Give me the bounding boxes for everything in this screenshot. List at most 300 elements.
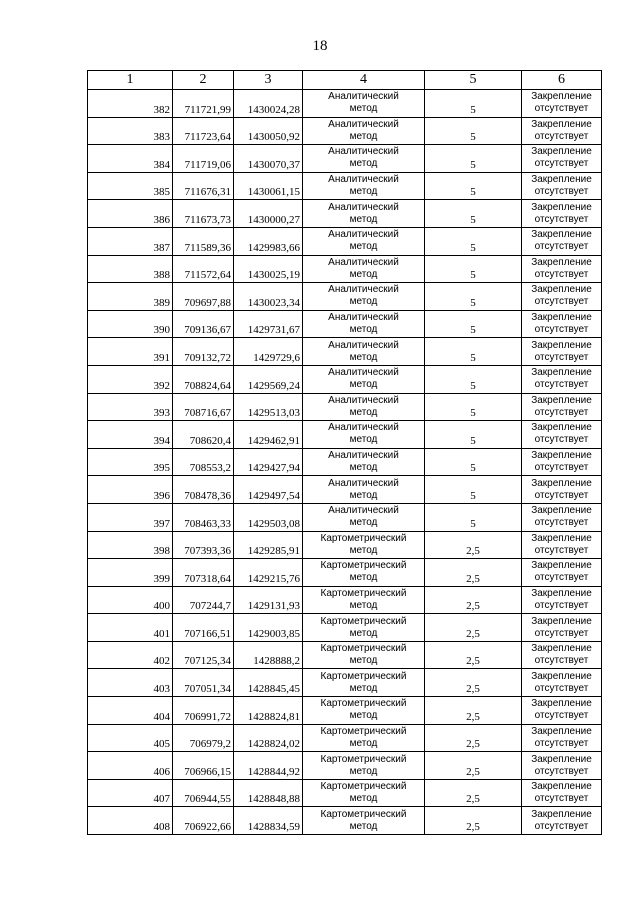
method-line-1: Аналитический — [328, 229, 399, 241]
fixation-cell — [522, 559, 602, 587]
x-coordinate-cell: 708553,2 — [173, 448, 234, 476]
x-coordinate-cell: 711719,06 — [173, 145, 234, 173]
method-cell — [303, 503, 425, 531]
method-line-1: Аналитический — [328, 312, 399, 324]
y-coordinate-cell: 1428824,81 — [234, 697, 303, 725]
accuracy-cell: 5 — [425, 227, 522, 255]
header-col-4: 4 — [303, 71, 425, 90]
method-cell — [303, 586, 425, 614]
point-number-cell: 391 — [88, 338, 173, 366]
x-coordinate-cell: 708478,36 — [173, 476, 234, 504]
method-line-1: Аналитический — [328, 174, 399, 186]
y-coordinate-cell: 1428834,59 — [234, 807, 303, 835]
method-cell — [303, 641, 425, 669]
method-line-2: метод — [349, 379, 378, 391]
method-line-2: метод — [349, 130, 378, 142]
y-coordinate-cell: 1429285,91 — [234, 531, 303, 559]
table-row — [88, 393, 602, 421]
y-coordinate-cell: 1430050,92 — [234, 117, 303, 145]
fixation-line-1: Закрепление — [531, 91, 592, 103]
method-line-2: метод — [349, 213, 378, 225]
method-line-1: Картометрический — [320, 670, 407, 682]
table-row — [88, 697, 602, 725]
accuracy-cell: 5 — [425, 117, 522, 145]
method-line-2: метод — [349, 241, 378, 253]
point-number-cell: 402 — [88, 641, 173, 669]
y-coordinate-cell: 1429427,94 — [234, 448, 303, 476]
method-line-2: метод — [349, 489, 378, 501]
point-number-cell: 404 — [88, 697, 173, 725]
table-row — [88, 752, 602, 780]
fixation-line-1: Закрепление — [531, 174, 592, 186]
table-row — [88, 200, 602, 228]
fixation-cell — [522, 227, 602, 255]
fixation-line-1: Закрепление — [531, 532, 592, 544]
fixation-line-2: отсутствует — [534, 351, 589, 363]
method-line-2: метод — [349, 793, 378, 805]
fixation-line-2: отсутствует — [534, 820, 589, 832]
y-coordinate-cell: 1428888,2 — [234, 641, 303, 669]
method-line-1: Картометрический — [320, 643, 407, 655]
fixation-line-2: отсутствует — [534, 737, 589, 749]
method-cell — [303, 393, 425, 421]
y-coordinate-cell: 1429729,6 — [234, 338, 303, 366]
table-row — [88, 117, 602, 145]
y-coordinate-cell: 1429462,91 — [234, 421, 303, 449]
method-cell — [303, 724, 425, 752]
fixation-line-1: Закрепление — [531, 725, 592, 737]
fixation-cell — [522, 724, 602, 752]
method-line-1: Картометрический — [320, 753, 407, 765]
method-cell — [303, 310, 425, 338]
accuracy-cell: 5 — [425, 255, 522, 283]
point-number-cell: 397 — [88, 503, 173, 531]
y-coordinate-cell: 1429503,08 — [234, 503, 303, 531]
method-line-1: Аналитический — [328, 505, 399, 517]
method-line-1: Аналитический — [328, 201, 399, 213]
method-line-2: метод — [349, 406, 378, 418]
x-coordinate-cell: 711572,64 — [173, 255, 234, 283]
accuracy-cell: 5 — [425, 503, 522, 531]
fixation-line-2: отсутствует — [534, 599, 589, 611]
table-row — [88, 227, 602, 255]
method-line-1: Картометрический — [320, 781, 407, 793]
table-header — [88, 71, 602, 90]
point-number-cell: 382 — [88, 90, 173, 118]
method-line-2: метод — [349, 765, 378, 777]
y-coordinate-cell: 1429983,66 — [234, 227, 303, 255]
fixation-cell — [522, 476, 602, 504]
method-line-1: Аналитический — [328, 422, 399, 434]
fixation-cell — [522, 641, 602, 669]
x-coordinate-cell: 707051,34 — [173, 669, 234, 697]
method-line-1: Картометрический — [320, 808, 407, 820]
point-number-cell: 390 — [88, 310, 173, 338]
fixation-line-1: Закрепление — [531, 146, 592, 158]
fixation-line-2: отсутствует — [534, 572, 589, 584]
method-line-1: Аналитический — [328, 450, 399, 462]
method-cell — [303, 227, 425, 255]
method-cell — [303, 145, 425, 173]
accuracy-cell: 5 — [425, 448, 522, 476]
x-coordinate-cell: 708716,67 — [173, 393, 234, 421]
method-cell — [303, 200, 425, 228]
accuracy-cell: 2,5 — [425, 724, 522, 752]
header-col-6: 6 — [522, 71, 602, 90]
fixation-cell — [522, 697, 602, 725]
x-coordinate-cell: 707244,7 — [173, 586, 234, 614]
fixation-line-2: отсутствует — [534, 517, 589, 529]
fixation-line-2: отсутствует — [534, 434, 589, 446]
accuracy-cell: 5 — [425, 200, 522, 228]
fixation-line-2: отсутствует — [534, 296, 589, 308]
table-row — [88, 559, 602, 587]
point-number-cell: 389 — [88, 283, 173, 311]
point-number-cell: 394 — [88, 421, 173, 449]
accuracy-cell: 2,5 — [425, 614, 522, 642]
method-cell — [303, 697, 425, 725]
fixation-line-2: отсутствует — [534, 544, 589, 556]
point-number-cell: 384 — [88, 145, 173, 173]
y-coordinate-cell: 1430061,15 — [234, 172, 303, 200]
accuracy-cell: 5 — [425, 421, 522, 449]
fixation-line-1: Закрепление — [531, 670, 592, 682]
accuracy-cell: 2,5 — [425, 697, 522, 725]
point-number-cell: 398 — [88, 531, 173, 559]
method-line-1: Картометрический — [320, 560, 407, 572]
accuracy-cell: 2,5 — [425, 641, 522, 669]
page-number: 18 — [312, 38, 328, 54]
x-coordinate-cell: 706966,15 — [173, 752, 234, 780]
point-number-cell: 383 — [88, 117, 173, 145]
method-line-2: метод — [349, 324, 378, 336]
y-coordinate-cell: 1429731,67 — [234, 310, 303, 338]
method-line-2: метод — [349, 268, 378, 280]
method-line-2: метод — [349, 710, 378, 722]
accuracy-cell: 2,5 — [425, 531, 522, 559]
fixation-line-2: отсутствует — [534, 213, 589, 225]
table-row — [88, 145, 602, 173]
fixation-line-1: Закрепление — [531, 643, 592, 655]
point-number-cell: 395 — [88, 448, 173, 476]
table-row — [88, 614, 602, 642]
fixation-line-2: отсутствует — [534, 655, 589, 667]
point-number-cell: 388 — [88, 255, 173, 283]
table-row — [88, 421, 602, 449]
x-coordinate-cell: 711721,99 — [173, 90, 234, 118]
accuracy-cell: 2,5 — [425, 586, 522, 614]
table-row — [88, 448, 602, 476]
method-cell — [303, 90, 425, 118]
fixation-cell — [522, 614, 602, 642]
accuracy-cell: 5 — [425, 172, 522, 200]
y-coordinate-cell: 1429003,85 — [234, 614, 303, 642]
table-row — [88, 724, 602, 752]
fixation-cell — [522, 448, 602, 476]
fixation-line-1: Закрепление — [531, 422, 592, 434]
y-coordinate-cell: 1428824,02 — [234, 724, 303, 752]
method-line-2: метод — [349, 599, 378, 611]
fixation-line-1: Закрепление — [531, 394, 592, 406]
method-cell — [303, 779, 425, 807]
method-cell — [303, 531, 425, 559]
fixation-line-2: отсутствует — [534, 489, 589, 501]
x-coordinate-cell: 711723,64 — [173, 117, 234, 145]
table-row — [88, 365, 602, 393]
method-line-2: метод — [349, 517, 378, 529]
point-number-cell: 392 — [88, 365, 173, 393]
y-coordinate-cell: 1430025,19 — [234, 255, 303, 283]
point-number-cell: 401 — [88, 614, 173, 642]
table-row — [88, 779, 602, 807]
method-cell — [303, 117, 425, 145]
accuracy-cell: 5 — [425, 476, 522, 504]
table-row — [88, 310, 602, 338]
method-line-2: метод — [349, 351, 378, 363]
fixation-line-2: отсутствует — [534, 462, 589, 474]
method-line-2: метод — [349, 737, 378, 749]
method-line-1: Аналитический — [328, 256, 399, 268]
fixation-line-1: Закрепление — [531, 339, 592, 351]
accuracy-cell: 2,5 — [425, 752, 522, 780]
fixation-line-2: отсутствует — [534, 324, 589, 336]
method-line-1: Картометрический — [320, 587, 407, 599]
fixation-line-1: Закрепление — [531, 698, 592, 710]
accuracy-cell: 5 — [425, 338, 522, 366]
y-coordinate-cell: 1429513,03 — [234, 393, 303, 421]
table-row — [88, 503, 602, 531]
accuracy-cell: 5 — [425, 365, 522, 393]
method-line-1: Аналитический — [328, 339, 399, 351]
method-line-2: метод — [349, 296, 378, 308]
fixation-cell — [522, 255, 602, 283]
header-col-1: 1 — [88, 71, 173, 90]
x-coordinate-cell: 709132,72 — [173, 338, 234, 366]
method-line-1: Картометрический — [320, 725, 407, 737]
method-line-1: Картометрический — [320, 532, 407, 544]
point-number-cell: 399 — [88, 559, 173, 587]
table-row — [88, 90, 602, 118]
y-coordinate-cell: 1430024,28 — [234, 90, 303, 118]
method-line-2: метод — [349, 820, 378, 832]
table-row — [88, 586, 602, 614]
x-coordinate-cell: 706991,72 — [173, 697, 234, 725]
method-line-1: Аналитический — [328, 284, 399, 296]
fixation-line-1: Закрепление — [531, 808, 592, 820]
accuracy-cell: 5 — [425, 283, 522, 311]
fixation-cell — [522, 310, 602, 338]
point-number-cell: 403 — [88, 669, 173, 697]
accuracy-cell: 2,5 — [425, 807, 522, 835]
method-line-1: Картометрический — [320, 698, 407, 710]
method-cell — [303, 421, 425, 449]
y-coordinate-cell: 1429569,24 — [234, 365, 303, 393]
fixation-line-1: Закрепление — [531, 256, 592, 268]
accuracy-cell: 2,5 — [425, 669, 522, 697]
fixation-cell — [522, 365, 602, 393]
table-body — [88, 90, 602, 835]
fixation-line-2: отсутствует — [534, 406, 589, 418]
fixation-cell — [522, 338, 602, 366]
fixation-cell — [522, 531, 602, 559]
fixation-line-2: отсутствует — [534, 158, 589, 170]
accuracy-cell: 5 — [425, 393, 522, 421]
y-coordinate-cell: 1429215,76 — [234, 559, 303, 587]
fixation-cell — [522, 145, 602, 173]
point-number-cell: 385 — [88, 172, 173, 200]
fixation-line-2: отсутствует — [534, 765, 589, 777]
point-number-cell: 406 — [88, 752, 173, 780]
fixation-line-1: Закрепление — [531, 477, 592, 489]
x-coordinate-cell: 706979,2 — [173, 724, 234, 752]
fixation-line-1: Закрепление — [531, 118, 592, 130]
accuracy-cell: 5 — [425, 90, 522, 118]
method-cell — [303, 476, 425, 504]
y-coordinate-cell: 1429497,54 — [234, 476, 303, 504]
y-coordinate-cell: 1430023,34 — [234, 283, 303, 311]
x-coordinate-cell: 708463,33 — [173, 503, 234, 531]
header-col-2: 2 — [173, 71, 234, 90]
x-coordinate-cell: 707393,36 — [173, 531, 234, 559]
x-coordinate-cell: 711676,31 — [173, 172, 234, 200]
fixation-line-2: отсутствует — [534, 186, 589, 198]
fixation-line-1: Закрепление — [531, 505, 592, 517]
method-line-2: метод — [349, 462, 378, 474]
method-cell — [303, 448, 425, 476]
x-coordinate-cell: 706922,66 — [173, 807, 234, 835]
method-line-1: Аналитический — [328, 146, 399, 158]
table-row — [88, 172, 602, 200]
accuracy-cell: 2,5 — [425, 779, 522, 807]
table-row — [88, 338, 602, 366]
method-line-1: Аналитический — [328, 367, 399, 379]
fixation-line-1: Закрепление — [531, 367, 592, 379]
fixation-line-1: Закрепление — [531, 587, 592, 599]
fixation-cell — [522, 503, 602, 531]
fixation-line-2: отсутствует — [534, 682, 589, 694]
x-coordinate-cell: 707166,51 — [173, 614, 234, 642]
x-coordinate-cell: 709136,67 — [173, 310, 234, 338]
accuracy-cell: 5 — [425, 310, 522, 338]
method-line-2: метод — [349, 434, 378, 446]
point-number-cell: 400 — [88, 586, 173, 614]
method-line-2: метод — [349, 627, 378, 639]
fixation-cell — [522, 669, 602, 697]
header-row — [88, 71, 602, 90]
table-row — [88, 807, 602, 835]
fixation-cell — [522, 117, 602, 145]
method-line-2: метод — [349, 544, 378, 556]
y-coordinate-cell: 1428848,88 — [234, 779, 303, 807]
fixation-line-1: Закрепление — [531, 229, 592, 241]
method-line-1: Картометрический — [320, 615, 407, 627]
fixation-cell — [522, 393, 602, 421]
method-line-2: метод — [349, 655, 378, 667]
accuracy-cell: 2,5 — [425, 559, 522, 587]
method-cell — [303, 338, 425, 366]
fixation-line-1: Закрепление — [531, 753, 592, 765]
point-number-cell: 405 — [88, 724, 173, 752]
fixation-cell — [522, 586, 602, 614]
method-cell — [303, 752, 425, 780]
fixation-line-2: отсутствует — [534, 710, 589, 722]
method-cell — [303, 559, 425, 587]
table-row — [88, 255, 602, 283]
method-line-2: метод — [349, 158, 378, 170]
method-cell — [303, 614, 425, 642]
x-coordinate-cell: 711673,73 — [173, 200, 234, 228]
fixation-line-1: Закрепление — [531, 201, 592, 213]
fixation-cell — [522, 779, 602, 807]
fixation-line-2: отсутствует — [534, 241, 589, 253]
x-coordinate-cell: 709697,88 — [173, 283, 234, 311]
table-row — [88, 641, 602, 669]
method-line-2: метод — [349, 572, 378, 584]
fixation-cell — [522, 283, 602, 311]
fixation-line-2: отсутствует — [534, 103, 589, 115]
x-coordinate-cell: 706944,55 — [173, 779, 234, 807]
point-number-cell: 386 — [88, 200, 173, 228]
y-coordinate-cell: 1428844,92 — [234, 752, 303, 780]
fixation-line-2: отсутствует — [534, 130, 589, 142]
fixation-line-2: отсутствует — [534, 627, 589, 639]
fixation-cell — [522, 807, 602, 835]
fixation-line-2: отсутствует — [534, 793, 589, 805]
method-line-2: метод — [349, 186, 378, 198]
fixation-line-1: Закрепление — [531, 781, 592, 793]
y-coordinate-cell: 1429131,93 — [234, 586, 303, 614]
method-line-1: Аналитический — [328, 91, 399, 103]
fixation-line-1: Закрепление — [531, 560, 592, 572]
header-col-5: 5 — [425, 71, 522, 90]
method-line-1: Аналитический — [328, 118, 399, 130]
table-row — [88, 531, 602, 559]
fixation-cell — [522, 172, 602, 200]
fixation-cell — [522, 200, 602, 228]
method-cell — [303, 669, 425, 697]
coordinates-table — [87, 70, 602, 835]
table-row — [88, 283, 602, 311]
header-col-3: 3 — [234, 71, 303, 90]
method-cell — [303, 283, 425, 311]
y-coordinate-cell: 1430000,27 — [234, 200, 303, 228]
x-coordinate-cell: 711589,36 — [173, 227, 234, 255]
fixation-line-1: Закрепление — [531, 284, 592, 296]
y-coordinate-cell: 1428845,45 — [234, 669, 303, 697]
method-line-2: метод — [349, 103, 378, 115]
method-cell — [303, 255, 425, 283]
x-coordinate-cell: 707125,34 — [173, 641, 234, 669]
table-row — [88, 476, 602, 504]
point-number-cell: 407 — [88, 779, 173, 807]
accuracy-cell: 5 — [425, 145, 522, 173]
fixation-line-2: отсутствует — [534, 379, 589, 391]
point-number-cell: 408 — [88, 807, 173, 835]
fixation-cell — [522, 90, 602, 118]
y-coordinate-cell: 1430070,37 — [234, 145, 303, 173]
method-cell — [303, 365, 425, 393]
fixation-cell — [522, 421, 602, 449]
x-coordinate-cell: 708620,4 — [173, 421, 234, 449]
x-coordinate-cell: 707318,64 — [173, 559, 234, 587]
method-cell — [303, 807, 425, 835]
method-cell — [303, 172, 425, 200]
fixation-line-1: Закрепление — [531, 450, 592, 462]
fixation-cell — [522, 752, 602, 780]
table-row — [88, 669, 602, 697]
point-number-cell: 387 — [88, 227, 173, 255]
fixation-line-1: Закрепление — [531, 312, 592, 324]
